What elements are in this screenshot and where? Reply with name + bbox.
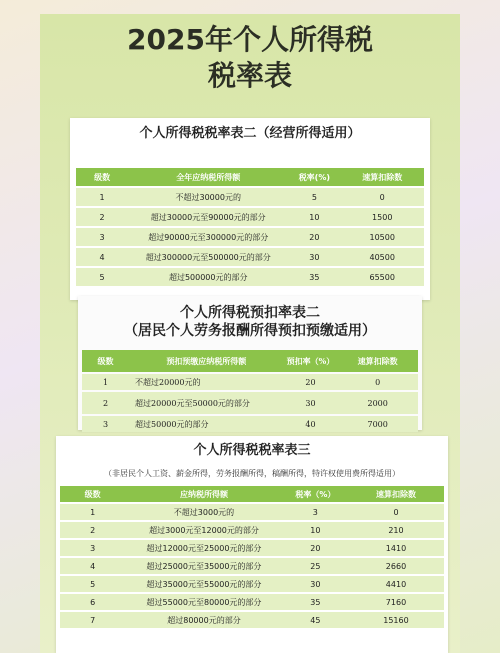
- cell-deduction: 2000: [337, 392, 418, 414]
- col-header-level: 级数: [60, 486, 125, 502]
- cell-level: 1: [76, 188, 128, 206]
- col-header-income: 预扣预缴应纳税所得额: [129, 350, 284, 372]
- cell-level: 1: [82, 374, 129, 390]
- withholding-title-line2: （居民个人劳务报酬所得预扣预缴适用）: [124, 323, 376, 339]
- poster-title-line1: 2025年个人所得税: [127, 23, 373, 56]
- col-header-deduction: 速算扣除数: [337, 350, 418, 372]
- cell-deduction: 1500: [340, 208, 424, 226]
- cell-deduction: 40500: [340, 248, 424, 266]
- rate-table-2-title: 个人所得税税率表二（经营所得适用）: [139, 126, 361, 141]
- cell-deduction: 15160: [348, 612, 444, 628]
- cell-income: 不超过20000元的: [129, 374, 284, 390]
- withholding-table-2-title: [78, 296, 422, 340]
- col-header-level: 级数: [76, 168, 128, 186]
- cell-level: 2: [82, 392, 129, 414]
- rate-table-2-card: [70, 118, 430, 300]
- cell-income: 超过90000元至300000元的部分: [128, 228, 288, 246]
- cell-deduction: 4410: [348, 576, 444, 592]
- cell-income: 不超过3000元的: [125, 504, 282, 520]
- cell-deduction: 210: [348, 522, 444, 538]
- table-row: [60, 558, 444, 574]
- rate-table-3: [60, 484, 444, 630]
- cell-rate: 10: [283, 522, 348, 538]
- cell-income: 超过12000元至25000元的部分: [125, 540, 282, 556]
- cell-rate: 25: [283, 558, 348, 574]
- cell-level: 5: [76, 268, 128, 286]
- cell-level: 4: [76, 248, 128, 266]
- cell-income: 超过80000元的部分: [125, 612, 282, 628]
- table-header-row: [82, 350, 418, 372]
- col-header-rate: 税率(%): [288, 168, 340, 186]
- cell-rate: 35: [283, 594, 348, 610]
- cell-income: 超过30000元至90000元的部分: [128, 208, 288, 226]
- col-header-rate: 税率（%）: [283, 486, 348, 502]
- col-header-deduction: 速算扣除数: [340, 168, 424, 186]
- cell-deduction: 1410: [348, 540, 444, 556]
- cell-rate: 20: [283, 540, 348, 556]
- rate-table-3-title: 个人所得税税率表三: [193, 443, 311, 458]
- withholding-table-2: [82, 348, 418, 434]
- table-row: [60, 594, 444, 610]
- col-header-level: 级数: [82, 350, 129, 372]
- cell-deduction: 65500: [340, 268, 424, 286]
- cell-level: 4: [60, 558, 125, 574]
- col-header-deduction: 速算扣除数: [348, 486, 444, 502]
- cell-level: 5: [60, 576, 125, 592]
- cell-deduction: 7000: [337, 416, 418, 432]
- poster-title-line2: 税率表: [207, 59, 292, 92]
- table-row: [82, 416, 418, 432]
- cell-rate: 20: [288, 228, 340, 246]
- cell-deduction: 0: [340, 188, 424, 206]
- rate-table-3-card: [56, 436, 448, 653]
- table-row: [60, 576, 444, 592]
- col-header-income: 全年应纳税所得额: [128, 168, 288, 186]
- table-header-row: [60, 486, 444, 502]
- table-row: [76, 268, 424, 286]
- rate-table-2: [76, 166, 424, 288]
- cell-income: 超过25000元至35000元的部分: [125, 558, 282, 574]
- cell-deduction: 0: [337, 374, 418, 390]
- cell-rate: 45: [283, 612, 348, 628]
- table-row: [60, 522, 444, 538]
- table-header-row: [76, 168, 424, 186]
- withholding-table-2-card: [78, 296, 422, 430]
- cell-level: 7: [60, 612, 125, 628]
- col-header-income: 应纳税所得额: [125, 486, 282, 502]
- cell-income: 不超过30000元的: [128, 188, 288, 206]
- cell-rate: 3: [283, 504, 348, 520]
- cell-income: 超过20000元至50000元的部分: [129, 392, 284, 414]
- table-row: [76, 228, 424, 246]
- cell-income: 超过35000元至55000元的部分: [125, 576, 282, 592]
- cell-income: 超过3000元至12000元的部分: [125, 522, 282, 538]
- table-row: [60, 504, 444, 520]
- cell-level: 3: [82, 416, 129, 432]
- cell-rate: 30: [283, 576, 348, 592]
- table-row: [60, 540, 444, 556]
- cell-level: 3: [76, 228, 128, 246]
- withholding-title-line1: 个人所得税预扣率表二: [180, 305, 320, 321]
- cell-rate: 40: [284, 416, 338, 432]
- cell-rate: 35: [288, 268, 340, 286]
- cell-rate: 10: [288, 208, 340, 226]
- table-row: [76, 248, 424, 266]
- table-row: [60, 612, 444, 628]
- cell-deduction: 7160: [348, 594, 444, 610]
- col-header-rate: 预扣率（%）: [284, 350, 338, 372]
- table-row: [76, 188, 424, 206]
- table-row: [76, 208, 424, 226]
- table-row: [82, 392, 418, 414]
- cell-income: 超过50000元的部分: [129, 416, 284, 432]
- cell-income: 超过500000元的部分: [128, 268, 288, 286]
- cell-income: 超过300000元至500000元的部分: [128, 248, 288, 266]
- cell-deduction: 10500: [340, 228, 424, 246]
- cell-level: 6: [60, 594, 125, 610]
- cell-rate: 5: [288, 188, 340, 206]
- cell-deduction: 2660: [348, 558, 444, 574]
- cell-rate: 30: [288, 248, 340, 266]
- cell-level: 1: [60, 504, 125, 520]
- cell-income: 超过55000元至80000元的部分: [125, 594, 282, 610]
- cell-level: 2: [76, 208, 128, 226]
- poster-title: [0, 22, 500, 94]
- cell-rate: 20: [284, 374, 338, 390]
- cell-rate: 30: [284, 392, 338, 414]
- table-row: [82, 374, 418, 390]
- rate-table-3-subtitle: （非居民个人工资、薪金所得，劳务报酬所得，稿酬所得，特许权使用费所得适用）: [104, 469, 400, 478]
- cell-level: 3: [60, 540, 125, 556]
- cell-deduction: 0: [348, 504, 444, 520]
- cell-level: 2: [60, 522, 125, 538]
